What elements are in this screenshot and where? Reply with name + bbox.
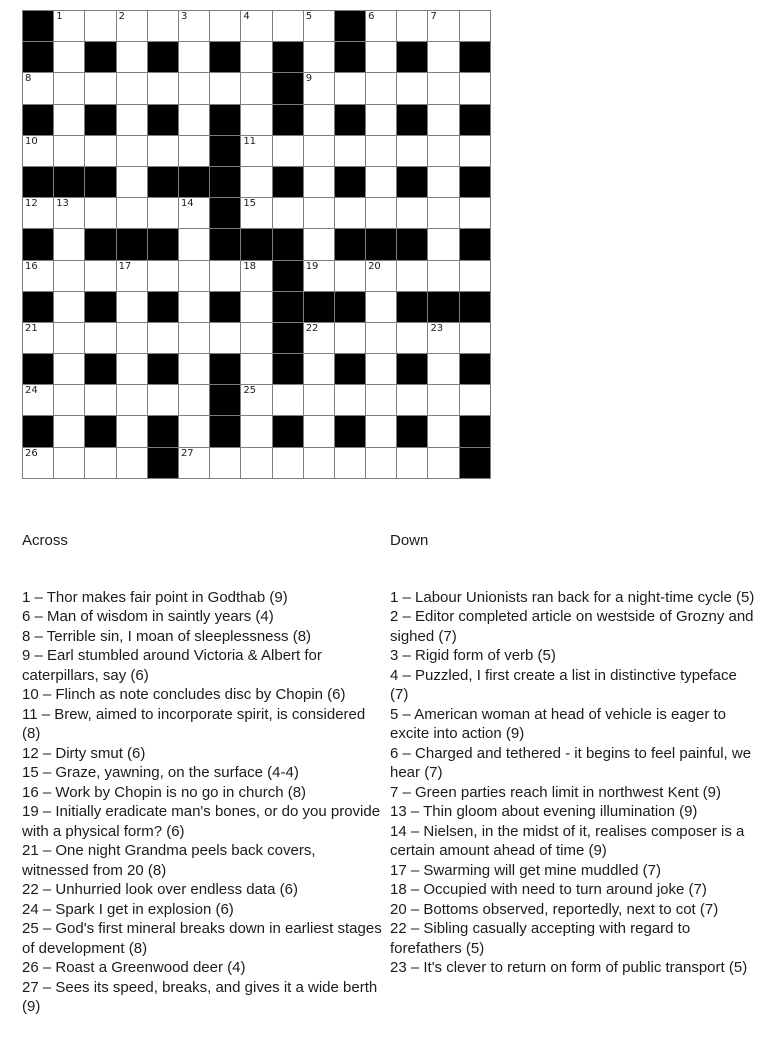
clue-item: 1 – Thor makes fair point in Godthab (9) <box>22 588 288 606</box>
grid-cell[interactable] <box>23 323 54 354</box>
cell-number: 12 <box>25 198 38 210</box>
black-cell <box>335 416 366 447</box>
grid-cell[interactable] <box>335 385 366 416</box>
clue-item: 23 – It's clever to return on form of public transport (5) <box>390 959 748 976</box>
grid-cell[interactable] <box>54 229 85 260</box>
down-clue-list <box>390 588 758 978</box>
grid-cell[interactable] <box>179 73 210 104</box>
grid-cell[interactable] <box>54 198 85 229</box>
black-cell <box>148 42 179 73</box>
grid-cell[interactable] <box>54 448 85 479</box>
black-cell <box>85 42 116 73</box>
grid-cell[interactable] <box>23 73 54 104</box>
cell-number: 16 <box>25 260 38 272</box>
black-cell <box>460 105 491 136</box>
grid-cell[interactable] <box>179 261 210 292</box>
grid-cell[interactable] <box>117 11 148 42</box>
grid-cell[interactable] <box>179 448 210 479</box>
grid-cell[interactable] <box>273 136 304 167</box>
grid-cell[interactable] <box>179 105 210 136</box>
grid-cell[interactable] <box>428 11 459 42</box>
grid-cell[interactable] <box>179 198 210 229</box>
clue-item: 22 – Sibling casually accepting with regard to forefathers (5) <box>390 920 691 957</box>
black-cell <box>23 42 54 73</box>
black-cell <box>210 198 241 229</box>
black-cell <box>23 229 54 260</box>
grid-cell[interactable] <box>210 448 241 479</box>
black-cell <box>23 292 54 323</box>
black-cell <box>148 448 179 479</box>
across-header: Across <box>22 532 68 549</box>
grid-cell[interactable] <box>460 198 491 229</box>
cell-number: 13 <box>56 198 69 210</box>
grid-cell[interactable] <box>460 136 491 167</box>
clue-item: 10 – Flinch as note concludes disc by Chopin (6) <box>22 686 346 703</box>
black-cell <box>397 42 428 73</box>
crossword-grid <box>22 10 491 479</box>
grid-cell[interactable] <box>179 354 210 385</box>
black-cell <box>273 105 304 136</box>
grid-cell[interactable] <box>85 11 116 42</box>
grid-cell[interactable] <box>117 167 148 198</box>
black-cell <box>335 105 366 136</box>
clue-item: 14 – Nielsen, in the midst of it, realises composer is a certain amount ahead of time (9) <box>390 822 745 859</box>
black-cell <box>460 354 491 385</box>
grid-cell[interactable] <box>335 136 366 167</box>
grid-cell[interactable] <box>85 261 116 292</box>
down-header: Down <box>390 532 429 549</box>
clue-item: 6 – Man of wisdom in saintly years (4) <box>22 608 274 625</box>
grid-cell[interactable] <box>428 105 459 136</box>
grid-cell[interactable] <box>117 354 148 385</box>
grid-cell[interactable] <box>117 136 148 167</box>
grid-cell[interactable] <box>117 73 148 104</box>
black-cell <box>23 11 54 42</box>
grid-cell[interactable] <box>304 261 335 292</box>
grid-cell[interactable] <box>148 323 179 354</box>
grid-cell[interactable] <box>366 167 397 198</box>
grid-cell[interactable] <box>241 167 272 198</box>
grid-cell[interactable] <box>428 448 459 479</box>
black-cell <box>397 229 428 260</box>
grid-cell[interactable] <box>54 416 85 447</box>
grid-cell[interactable] <box>85 448 116 479</box>
grid-cell[interactable] <box>304 167 335 198</box>
grid-cell[interactable] <box>210 73 241 104</box>
grid-cell[interactable] <box>397 136 428 167</box>
cell-number: 24 <box>25 385 38 397</box>
cell-number: 22 <box>305 322 319 334</box>
cell-number: 17 <box>118 260 132 272</box>
grid-cell[interactable] <box>397 11 428 42</box>
grid-cell[interactable] <box>304 136 335 167</box>
grid-cell[interactable] <box>304 198 335 229</box>
black-cell <box>85 292 116 323</box>
grid-cell[interactable] <box>273 448 304 479</box>
cell-number: 1 <box>56 11 63 22</box>
black-cell <box>210 354 241 385</box>
grid-cell[interactable] <box>85 385 116 416</box>
grid-cell[interactable] <box>210 261 241 292</box>
grid-cell[interactable] <box>54 42 85 73</box>
grid-cell[interactable] <box>366 105 397 136</box>
grid-cell[interactable] <box>23 448 54 479</box>
clue-item: 13 – Thin gloom about evening illumination (9) <box>390 803 698 820</box>
grid-cell[interactable] <box>179 385 210 416</box>
cell-number: 27 <box>180 447 194 459</box>
cell-number: 14 <box>180 198 194 210</box>
black-cell <box>23 105 54 136</box>
down-clues-section <box>390 531 758 978</box>
grid-cell[interactable] <box>179 323 210 354</box>
grid-cell[interactable] <box>335 198 366 229</box>
clue-item: 21 – One night Grandma peels back covers, witnessed from 20 (8) <box>22 842 316 879</box>
grid-cell[interactable] <box>117 416 148 447</box>
cell-number: 15 <box>243 198 257 210</box>
clue-item: 19 – Initially eradicate man's bones, or do you provide with a physical form? (6) <box>22 803 381 840</box>
black-cell <box>148 105 179 136</box>
grid-cell[interactable] <box>179 292 210 323</box>
grid-cell[interactable] <box>148 73 179 104</box>
grid-cell[interactable] <box>304 105 335 136</box>
black-cell <box>210 105 241 136</box>
grid-cell[interactable] <box>366 416 397 447</box>
clue-item: 26 – Roast a Greenwood deer (4) <box>22 959 246 976</box>
cell-number: 20 <box>368 260 381 272</box>
clue-item: 17 – Swarming will get mine muddled (7) <box>390 861 661 879</box>
grid-cell[interactable] <box>241 448 272 479</box>
black-cell <box>273 292 304 323</box>
grid-cell[interactable] <box>54 105 85 136</box>
grid-cell[interactable] <box>54 261 85 292</box>
grid-cell[interactable] <box>460 385 491 416</box>
grid-cell[interactable] <box>273 385 304 416</box>
black-cell <box>148 416 179 447</box>
grid-cell[interactable] <box>428 136 459 167</box>
clue-item: 2 – Editor completed article on westside of Grozny and sighed (7) <box>390 608 754 645</box>
black-cell <box>335 292 366 323</box>
grid-cell[interactable] <box>117 42 148 73</box>
cell-number: 3 <box>180 11 188 22</box>
black-cell <box>54 167 85 198</box>
grid-cell[interactable] <box>148 136 179 167</box>
grid-cell[interactable] <box>304 323 335 354</box>
grid-cell[interactable] <box>148 11 179 42</box>
cell-number: 25 <box>243 385 257 397</box>
grid-cell[interactable] <box>117 261 148 292</box>
clue-item: 11 – Brew, aimed to incorporate spirit, is considered (8) <box>22 705 366 742</box>
black-cell <box>397 105 428 136</box>
grid-cell[interactable] <box>304 448 335 479</box>
clue-item: 4 – Puzzled, I first create a list in distinctive typeface (7) <box>390 666 737 703</box>
black-cell <box>85 229 116 260</box>
black-cell <box>460 42 491 73</box>
black-cell <box>335 167 366 198</box>
grid-cell[interactable] <box>397 198 428 229</box>
cell-number: 5 <box>305 11 313 22</box>
black-cell <box>23 354 54 385</box>
grid-cell[interactable] <box>179 42 210 73</box>
black-cell <box>273 261 304 292</box>
cell-number: 26 <box>25 447 38 459</box>
cell-number: 4 <box>243 11 250 22</box>
black-cell <box>273 229 304 260</box>
grid-cell[interactable] <box>85 73 116 104</box>
black-cell <box>210 42 241 73</box>
clue-item: 5 – American woman at head of vehicle is eager to excite into action (9) <box>390 705 727 742</box>
grid-cell[interactable] <box>210 11 241 42</box>
black-cell <box>335 42 366 73</box>
grid-cell[interactable] <box>241 323 272 354</box>
grid-cell[interactable] <box>179 416 210 447</box>
black-cell <box>210 136 241 167</box>
clue-item: 25 – God's first mineral breaks down in earliest stages of development (8) <box>22 920 382 957</box>
black-cell <box>304 292 335 323</box>
cell-number: 23 <box>430 322 444 334</box>
clue-item: 16 – Work by Chopin is no go in church (8) <box>22 783 307 801</box>
grid-cell[interactable] <box>428 73 459 104</box>
black-cell <box>241 229 272 260</box>
black-cell <box>335 229 366 260</box>
black-cell <box>148 292 179 323</box>
cell-number: 18 <box>243 260 257 272</box>
grid-cell[interactable] <box>366 42 397 73</box>
black-cell <box>460 292 491 323</box>
black-cell <box>179 167 210 198</box>
grid-cell[interactable] <box>241 292 272 323</box>
grid-cell[interactable] <box>241 416 272 447</box>
clue-item: 7 – Green parties reach limit in northwest Kent (9) <box>390 783 721 801</box>
grid-cell[interactable] <box>179 11 210 42</box>
black-cell <box>85 416 116 447</box>
grid-cell[interactable] <box>460 323 491 354</box>
grid-cell[interactable] <box>54 73 85 104</box>
grid-cell[interactable] <box>397 448 428 479</box>
grid-cell[interactable] <box>179 229 210 260</box>
grid-cell[interactable] <box>241 105 272 136</box>
grid-cell[interactable] <box>54 136 85 167</box>
grid-cell[interactable] <box>335 261 366 292</box>
black-cell <box>273 323 304 354</box>
cell-number: 21 <box>25 322 38 334</box>
grid-cell[interactable] <box>148 385 179 416</box>
black-cell <box>460 229 491 260</box>
black-cell <box>273 73 304 104</box>
grid-cell[interactable] <box>54 292 85 323</box>
black-cell <box>397 416 428 447</box>
grid-cell[interactable] <box>428 229 459 260</box>
cell-number: 19 <box>305 260 319 272</box>
grid-cell[interactable] <box>366 11 397 42</box>
grid-cell[interactable] <box>460 261 491 292</box>
grid-cell[interactable] <box>23 385 54 416</box>
clue-item: 8 – Terrible sin, I moan of sleeplessness (8) <box>22 627 312 645</box>
black-cell <box>335 11 366 42</box>
grid-cell[interactable] <box>241 136 272 167</box>
grid-cell[interactable] <box>428 261 459 292</box>
grid-cell[interactable] <box>23 261 54 292</box>
black-cell <box>210 385 241 416</box>
grid-cell[interactable] <box>23 136 54 167</box>
clue-item: 22 – Unhurried look over endless data (6) <box>22 881 298 898</box>
grid-cell[interactable] <box>210 323 241 354</box>
clue-item: 15 – Graze, yawning, on the surface (4-4) <box>22 764 299 781</box>
grid-cell[interactable] <box>428 385 459 416</box>
grid-cell[interactable] <box>304 229 335 260</box>
grid-cell[interactable] <box>460 73 491 104</box>
grid-cell[interactable] <box>335 323 366 354</box>
black-cell <box>85 167 116 198</box>
grid-cell[interactable] <box>241 354 272 385</box>
cell-number: 6 <box>368 11 375 22</box>
grid-cell[interactable] <box>428 198 459 229</box>
clue-item: 12 – Dirty smut (6) <box>22 744 146 762</box>
black-cell <box>210 292 241 323</box>
grid-cell[interactable] <box>397 261 428 292</box>
grid-cell[interactable] <box>397 73 428 104</box>
grid-cell[interactable] <box>148 261 179 292</box>
grid-cell[interactable] <box>304 416 335 447</box>
clue-item: 20 – Bottoms observed, reportedly, next to cot (7) <box>390 900 719 918</box>
across-clues-section <box>22 531 384 1017</box>
clue-item: 24 – Spark I get in explosion (6) <box>22 900 234 918</box>
clue-item: 6 – Charged and tethered - it begins to feel painful, we hear (7) <box>390 744 752 781</box>
grid-cell[interactable] <box>366 354 397 385</box>
grid-cell[interactable] <box>54 385 85 416</box>
grid-cell[interactable] <box>397 323 428 354</box>
grid-cell[interactable] <box>335 448 366 479</box>
grid-cell[interactable] <box>179 136 210 167</box>
cell-number: 11 <box>243 135 257 147</box>
grid-cell[interactable] <box>117 448 148 479</box>
black-cell <box>273 42 304 73</box>
clue-item: 9 – Earl stumbled around Victoria & Albert for caterpillars, say (6) <box>22 647 322 684</box>
grid-cell[interactable] <box>117 385 148 416</box>
grid-cell[interactable] <box>428 167 459 198</box>
grid-cell[interactable] <box>366 73 397 104</box>
grid-cell[interactable] <box>460 11 491 42</box>
black-cell <box>397 292 428 323</box>
grid-cell[interactable] <box>304 385 335 416</box>
grid-cell[interactable] <box>117 198 148 229</box>
black-cell <box>148 167 179 198</box>
clue-item: 1 – Labour Unionists ran back for a night-time cycle (5) <box>390 588 755 606</box>
black-cell <box>148 229 179 260</box>
black-cell <box>210 416 241 447</box>
grid-cell[interactable] <box>23 198 54 229</box>
grid-cell[interactable] <box>304 73 335 104</box>
grid-cell[interactable] <box>241 385 272 416</box>
grid-cell[interactable] <box>148 198 179 229</box>
black-cell <box>397 354 428 385</box>
grid-cell[interactable] <box>366 198 397 229</box>
cell-number: 9 <box>305 73 313 85</box>
cell-number: 2 <box>118 11 125 22</box>
grid-cell[interactable] <box>54 354 85 385</box>
clue-item: 18 – Occupied with need to turn around joke (7) <box>390 881 707 898</box>
grid-cell[interactable] <box>85 136 116 167</box>
grid-cell[interactable] <box>54 11 85 42</box>
black-cell <box>273 167 304 198</box>
clue-item: 27 – Sees its speed, breaks, and gives it a wide berth (9) <box>22 978 378 1015</box>
black-cell <box>273 354 304 385</box>
grid-cell[interactable] <box>366 292 397 323</box>
grid-cell[interactable] <box>241 42 272 73</box>
grid-cell[interactable] <box>241 198 272 229</box>
black-cell <box>335 354 366 385</box>
black-cell <box>428 292 459 323</box>
grid-cell[interactable] <box>428 42 459 73</box>
grid-cell[interactable] <box>241 261 272 292</box>
black-cell <box>460 416 491 447</box>
grid-cell[interactable] <box>117 105 148 136</box>
grid-cell[interactable] <box>85 198 116 229</box>
black-cell <box>460 167 491 198</box>
grid-cell[interactable] <box>117 292 148 323</box>
grid-cell[interactable] <box>428 416 459 447</box>
grid-cell[interactable] <box>54 323 85 354</box>
grid-cell[interactable] <box>117 323 148 354</box>
grid-cell[interactable] <box>366 448 397 479</box>
grid-cell[interactable] <box>304 42 335 73</box>
black-cell <box>85 354 116 385</box>
grid-cell[interactable] <box>366 323 397 354</box>
cell-number: 10 <box>25 135 38 147</box>
grid-cell[interactable] <box>397 385 428 416</box>
across-clue-list <box>22 588 384 1017</box>
grid-cell[interactable] <box>273 198 304 229</box>
grid-cell[interactable] <box>366 385 397 416</box>
grid-cell[interactable] <box>304 11 335 42</box>
grid-cell[interactable] <box>85 323 116 354</box>
black-cell <box>23 167 54 198</box>
black-cell <box>210 229 241 260</box>
black-cell <box>210 167 241 198</box>
grid-cell[interactable] <box>273 11 304 42</box>
grid-cell[interactable] <box>304 354 335 385</box>
black-cell <box>117 229 148 260</box>
black-cell <box>397 167 428 198</box>
grid-cell[interactable] <box>335 73 366 104</box>
clue-item: 3 – Rigid form of verb (5) <box>390 647 556 664</box>
grid-cell[interactable] <box>241 73 272 104</box>
black-cell <box>273 416 304 447</box>
cell-number: 8 <box>25 73 32 85</box>
black-cell <box>460 448 491 479</box>
grid-cell[interactable] <box>241 11 272 42</box>
grid-cell[interactable] <box>366 136 397 167</box>
black-cell <box>85 105 116 136</box>
black-cell <box>23 416 54 447</box>
grid-cell[interactable] <box>428 323 459 354</box>
black-cell <box>366 229 397 260</box>
black-cell <box>148 354 179 385</box>
grid-cell[interactable] <box>366 261 397 292</box>
cell-number: 7 <box>430 11 437 22</box>
grid-cell[interactable] <box>428 354 459 385</box>
